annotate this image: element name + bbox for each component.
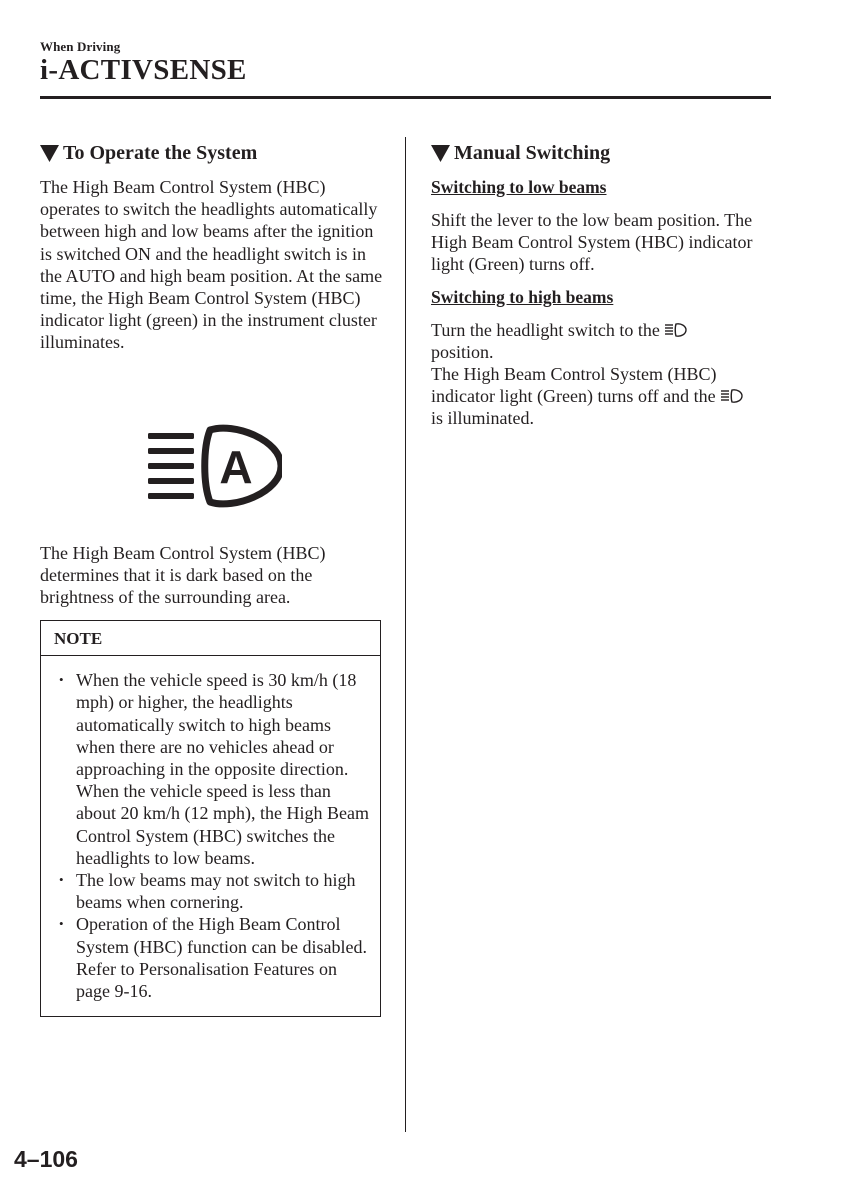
manual-heading-text: Manual Switching (454, 142, 611, 164)
high-beams-paragraph (431, 319, 771, 430)
left-column (40, 140, 385, 1017)
triangle-marker-icon (40, 145, 59, 162)
low-beams-paragraph: Shift the lever to the low beam position. The High Beam Control System (HBC) indicator light (Green) turns off. (431, 210, 753, 275)
operate-paragraph: The High Beam Control System (HBC) operates to switch the headlights automatically between high and low beams after the ignition is switched ON and the headlight switch is in the AUTO and high beam position. At the same time, the High Beam Control System (HBC) indicator light (green) in the instrument cluster illuminates. (40, 177, 383, 353)
determines-paragraph: The High Beam Control System (HBC) determines that it is dark based on the brightness of the surrounding area. (40, 542, 326, 608)
triangle-marker-icon (431, 145, 450, 162)
section-label: When Driving (40, 39, 121, 54)
high-beams-text-3: The High Beam Control System (HBC) indicator light (Green) turns off and the (431, 364, 717, 407)
note-title: NOTE (41, 621, 380, 656)
note-body (41, 656, 380, 1016)
page-number: 4–106 (14, 1146, 78, 1172)
manual-heading (431, 140, 771, 166)
note-item-text: • When the vehicle speed is 30 km/h (18 mph) or higher, the headlights automatically switch to high beams when there are no vehicles ahead or approaching in the opposite direction. (76, 670, 357, 780)
note-item-text: When the vehicle speed is less than about 20 km/h (12 mph), the High Beam Control System (HBC) switches the headlights to low beams. (76, 781, 369, 868)
note-item-speed (54, 669, 370, 869)
beam-line-4 (148, 478, 194, 484)
page-title: i-ACTIVSENSE (40, 54, 247, 86)
right-column (431, 140, 771, 430)
beam-line-2 (148, 448, 194, 454)
high-beam-symbol-icon (664, 323, 688, 337)
title-rule (40, 96, 771, 99)
high-beam-symbol-icon (720, 389, 744, 403)
note-box (40, 620, 381, 1017)
note-item-disable (54, 913, 370, 1002)
note-item-text: • The low beams may not switch to high beams when cornering. (76, 870, 356, 913)
hbc-indicator-icon (148, 424, 282, 508)
operate-heading-text: To Operate the System (63, 142, 258, 164)
high-beams-text-4: is illuminated. (431, 408, 534, 429)
high-beams-subheading: Switching to high beams (431, 286, 614, 307)
beam-line-1 (148, 433, 194, 439)
operate-heading (40, 140, 385, 166)
note-item-text: • Operation of the High Beam Control System (HBC) function can be disabled. Refer to Personalisation Features on page 9-16. (76, 914, 367, 1002)
hbc-icon-letter: A (219, 440, 253, 493)
note-item-cornering (54, 869, 370, 913)
beam-line-5 (148, 493, 194, 499)
high-beams-text-2: position. (431, 341, 494, 362)
note-list (54, 669, 370, 1002)
beam-line-3 (148, 463, 194, 469)
low-beams-subheading: Switching to low beams (431, 177, 607, 197)
column-divider (405, 137, 406, 1132)
high-beams-text-1: Turn the headlight switch to the (431, 319, 660, 340)
